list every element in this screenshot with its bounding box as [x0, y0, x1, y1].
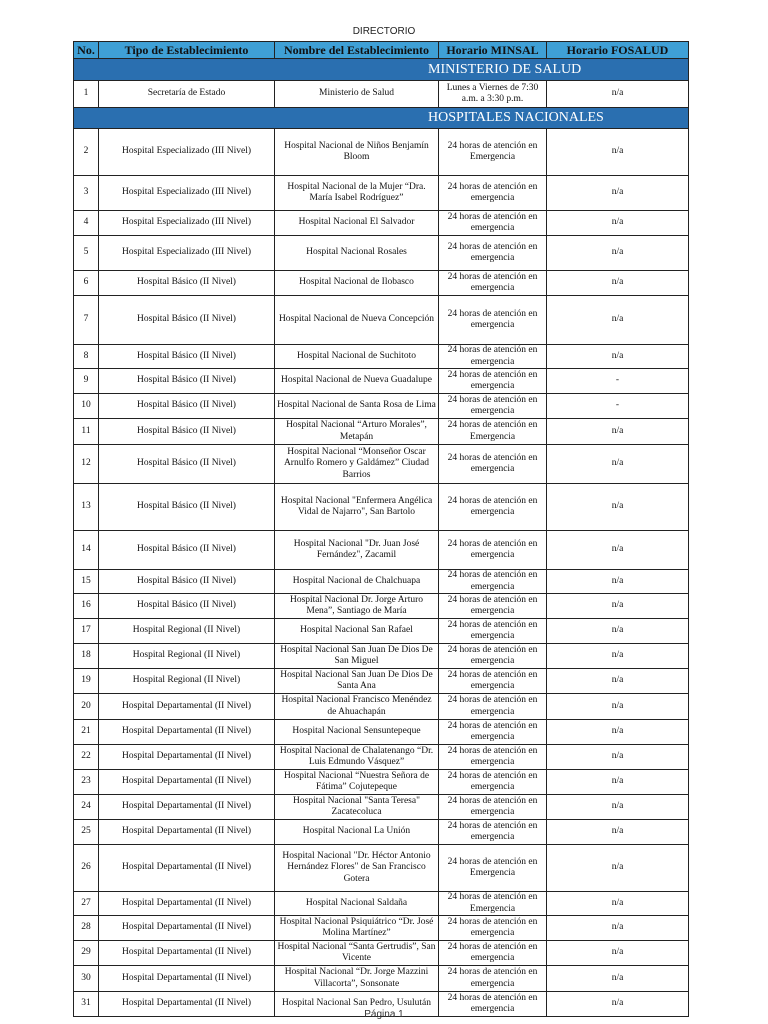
row-number-cell: 28 — [74, 916, 99, 941]
table-row — [74, 966, 689, 992]
establishment-name-cell: Hospital Nacional La Unión — [275, 820, 439, 845]
fosalud-hours-cell: n/a — [547, 296, 689, 345]
row-number-cell: 15 — [74, 570, 99, 594]
minsal-hours-cell: 24 horas de atención en emergencia — [439, 594, 547, 619]
establishment-name-cell: Hospital Nacional “Arturo Morales”, Metapán — [275, 419, 439, 445]
fosalud-hours-cell: n/a — [547, 81, 689, 108]
table-row — [74, 296, 689, 345]
fosalud-hours-cell: n/a — [547, 570, 689, 594]
establishment-type-cell: Hospital Departamental (II Nivel) — [99, 941, 275, 966]
establishment-type-cell: Hospital Básico (II Nivel) — [99, 445, 275, 484]
establishment-name-cell: Hospital Nacional San Juan De Dios De San Miguel — [275, 644, 439, 669]
establishment-type-cell: Hospital Departamental (II Nivel) — [99, 795, 275, 820]
row-number-cell: 3 — [74, 176, 99, 211]
fosalud-hours-cell: n/a — [547, 236, 689, 271]
establishment-type-cell: Hospital Departamental (II Nivel) — [99, 745, 275, 770]
establishment-type-cell: Secretaría de Estado — [99, 81, 275, 108]
table-row — [74, 81, 689, 108]
establishment-name-cell: Hospital Nacional Rosales — [275, 236, 439, 271]
minsal-hours-cell: 24 horas de atención en Emergencia — [439, 892, 547, 916]
row-number-cell: 31 — [74, 992, 99, 1017]
establishment-type-cell: Hospital Departamental (II Nivel) — [99, 820, 275, 845]
section-header-row — [74, 59, 689, 81]
table-row — [74, 570, 689, 594]
minsal-hours-cell: 24 horas de atención en emergencia — [439, 644, 547, 669]
row-number-cell: 21 — [74, 720, 99, 745]
fosalud-hours-cell: n/a — [547, 795, 689, 820]
row-number-cell: 4 — [74, 211, 99, 236]
table-row — [74, 369, 689, 394]
establishment-type-cell: Hospital Especializado (III Nivel) — [99, 129, 275, 176]
minsal-hours-cell: 24 horas de atención en Emergencia — [439, 129, 547, 176]
fosalud-hours-cell: n/a — [547, 820, 689, 845]
table-row — [74, 484, 689, 531]
page-number: Página 1 — [364, 1009, 404, 1020]
fosalud-hours-cell: n/a — [547, 992, 689, 1017]
minsal-hours-cell: 24 horas de atención en emergencia — [439, 570, 547, 594]
establishment-name-cell: Hospital Nacional de Chalchuapa — [275, 570, 439, 594]
establishment-type-cell: Hospital Especializado (III Nivel) — [99, 211, 275, 236]
establishment-name-cell: Hospital Nacional Psiquiátrico “Dr. José Molina Martínez” — [275, 916, 439, 941]
fosalud-hours-cell: n/a — [547, 694, 689, 720]
establishment-name-cell: Hospital Nacional “Dr. Jorge Mazzini Villacorta”, Sonsonate — [275, 966, 439, 992]
row-number-cell: 19 — [74, 669, 99, 694]
establishment-type-cell: Hospital Básico (II Nivel) — [99, 394, 275, 419]
establishment-name-cell: Hospital Nacional "Dr. Héctor Antonio Hernández Flores" de San Francisco Gotera — [275, 845, 439, 892]
establishment-type-cell: Hospital Básico (II Nivel) — [99, 271, 275, 296]
establishment-name-cell: Hospital Nacional de Chalatenango “Dr. Luis Edmundo Vásquez” — [275, 745, 439, 770]
establishment-type-cell: Hospital Regional (II Nivel) — [99, 644, 275, 669]
establishment-name-cell: Hospital Nacional de Santa Rosa de Lima — [275, 394, 439, 419]
fosalud-hours-cell: n/a — [547, 619, 689, 644]
establishment-type-cell: Hospital Departamental (II Nivel) — [99, 992, 275, 1017]
fosalud-hours-cell: n/a — [547, 345, 689, 369]
column-header-no: No. — [74, 42, 99, 59]
table-row — [74, 345, 689, 369]
establishment-type-cell: Hospital Regional (II Nivel) — [99, 619, 275, 644]
establishment-name-cell: Hospital Nacional Sensuntepeque — [275, 720, 439, 745]
establishment-type-cell: Hospital Básico (II Nivel) — [99, 531, 275, 570]
row-number-cell: 1 — [74, 81, 99, 108]
establishment-name-cell: Hospital Nacional de Nueva Guadalupe — [275, 369, 439, 394]
minsal-hours-cell: 24 horas de atención en emergencia — [439, 531, 547, 570]
table-row — [74, 271, 689, 296]
fosalud-hours-cell: n/a — [547, 770, 689, 795]
establishment-name-cell: Hospital Nacional "Enfermera Angélica Vidal de Najarro", San Bartolo — [275, 484, 439, 531]
table-row — [74, 820, 689, 845]
minsal-hours-cell: 24 horas de atención en emergencia — [439, 271, 547, 296]
minsal-hours-cell: 24 horas de atención en emergencia — [439, 745, 547, 770]
minsal-hours-cell: 24 horas de atención en emergencia — [439, 484, 547, 531]
minsal-hours-cell: 24 horas de atención en emergencia — [439, 720, 547, 745]
table-body — [74, 59, 689, 1017]
establishment-name-cell: Hospital Nacional "Santa Teresa" Zacatecoluca — [275, 795, 439, 820]
minsal-hours-cell: 24 horas de atención en emergencia — [439, 916, 547, 941]
establishment-name-cell: Hospital Nacional Saldaña — [275, 892, 439, 916]
minsal-hours-cell: 24 horas de atención en emergencia — [439, 211, 547, 236]
establishment-type-cell: Hospital Departamental (II Nivel) — [99, 770, 275, 795]
establishment-name-cell: Hospital Nacional de Suchitoto — [275, 345, 439, 369]
establishment-type-cell: Hospital Básico (II Nivel) — [99, 296, 275, 345]
row-number-cell: 23 — [74, 770, 99, 795]
row-number-cell: 27 — [74, 892, 99, 916]
establishment-type-cell: Hospital Básico (II Nivel) — [99, 594, 275, 619]
establishment-type-cell: Hospital Básico (II Nivel) — [99, 369, 275, 394]
row-number-cell: 29 — [74, 941, 99, 966]
row-number-cell: 7 — [74, 296, 99, 345]
minsal-hours-cell: 24 horas de atención en emergencia — [439, 669, 547, 694]
table-row — [74, 669, 689, 694]
directory-table — [73, 41, 689, 1017]
establishment-name-cell: Hospital Nacional El Salvador — [275, 211, 439, 236]
row-number-cell: 17 — [74, 619, 99, 644]
minsal-hours-cell: 24 horas de atención en emergencia — [439, 369, 547, 394]
fosalud-hours-cell: - — [547, 394, 689, 419]
establishment-type-cell: Hospital Departamental (II Nivel) — [99, 916, 275, 941]
establishment-name-cell: Ministerio de Salud — [275, 81, 439, 108]
establishment-type-cell: Hospital Básico (II Nivel) — [99, 345, 275, 369]
table-header-row — [74, 42, 689, 59]
fosalud-hours-cell: n/a — [547, 531, 689, 570]
row-number-cell: 12 — [74, 445, 99, 484]
fosalud-hours-cell: n/a — [547, 892, 689, 916]
minsal-hours-cell: 24 horas de atención en emergencia — [439, 236, 547, 271]
establishment-name-cell: Hospital Nacional San Pedro, Usulután — [275, 992, 439, 1017]
minsal-hours-cell: 24 horas de atención en emergencia — [439, 941, 547, 966]
establishment-name-cell: Hospital Nacional de Nueva Concepción — [275, 296, 439, 345]
establishment-type-cell: Hospital Departamental (II Nivel) — [99, 845, 275, 892]
establishment-type-cell: Hospital Departamental (II Nivel) — [99, 694, 275, 720]
minsal-hours-cell: 24 horas de atención en Emergencia — [439, 419, 547, 445]
establishment-type-cell: Hospital Especializado (III Nivel) — [99, 176, 275, 211]
fosalud-hours-cell: n/a — [547, 271, 689, 296]
row-number-cell: 9 — [74, 369, 99, 394]
table-row — [74, 795, 689, 820]
fosalud-hours-cell: n/a — [547, 720, 689, 745]
minsal-hours-cell: 24 horas de atención en emergencia — [439, 820, 547, 845]
minsal-hours-cell: 24 horas de atención en emergencia — [439, 394, 547, 419]
row-number-cell: 2 — [74, 129, 99, 176]
table-row — [74, 694, 689, 720]
fosalud-hours-cell: n/a — [547, 129, 689, 176]
table-row — [74, 445, 689, 484]
establishment-type-cell: Hospital Especializado (III Nivel) — [99, 236, 275, 271]
row-number-cell: 25 — [74, 820, 99, 845]
establishment-type-cell: Hospital Básico (II Nivel) — [99, 484, 275, 531]
row-number-cell: 14 — [74, 531, 99, 570]
establishment-name-cell: Hospital Nacional San Rafael — [275, 619, 439, 644]
minsal-hours-cell: 24 horas de atención en Emergencia — [439, 845, 547, 892]
minsal-hours-cell: 24 horas de atención en emergencia — [439, 296, 547, 345]
minsal-hours-cell: 24 horas de atención en emergencia — [439, 445, 547, 484]
column-header-nombre: Nombre del Establecimiento — [275, 42, 439, 59]
establishment-name-cell: Hospital Nacional de la Mujer “Dra. María Isabel Rodríguez” — [275, 176, 439, 211]
establishment-name-cell: Hospital Nacional de Ilobasco — [275, 271, 439, 296]
table-row — [74, 394, 689, 419]
fosalud-hours-cell: n/a — [547, 916, 689, 941]
row-number-cell: 30 — [74, 966, 99, 992]
row-number-cell: 16 — [74, 594, 99, 619]
column-header-minsal: Horario MINSAL — [439, 42, 547, 59]
establishment-name-cell: Hospital Nacional de Niños Benjamín Bloom — [275, 129, 439, 176]
establishment-name-cell: Hospital Nacional Francisco Menéndez de Ahuachapán — [275, 694, 439, 720]
fosalud-hours-cell: n/a — [547, 484, 689, 531]
table-row — [74, 619, 689, 644]
fosalud-hours-cell: n/a — [547, 845, 689, 892]
fosalud-hours-cell: n/a — [547, 176, 689, 211]
minsal-hours-cell: 24 horas de atención en emergencia — [439, 694, 547, 720]
establishment-type-cell: Hospital Regional (II Nivel) — [99, 669, 275, 694]
fosalud-hours-cell: - — [547, 369, 689, 394]
establishment-name-cell: Hospital Nacional “Nuestra Señora de Fátima” Cojutepeque — [275, 770, 439, 795]
table-row — [74, 916, 689, 941]
row-number-cell: 8 — [74, 345, 99, 369]
fosalud-hours-cell: n/a — [547, 594, 689, 619]
establishment-type-cell: Hospital Departamental (II Nivel) — [99, 966, 275, 992]
fosalud-hours-cell: n/a — [547, 941, 689, 966]
section-header-row — [74, 108, 689, 129]
row-number-cell: 6 — [74, 271, 99, 296]
fosalud-hours-cell: n/a — [547, 211, 689, 236]
row-number-cell: 24 — [74, 795, 99, 820]
establishment-name-cell: Hospital Nacional “Santa Gertrudis”, San Vicente — [275, 941, 439, 966]
table-row — [74, 211, 689, 236]
establishment-name-cell: Hospital Nacional Dr. Jorge Arturo Mena”, Santiago de María — [275, 594, 439, 619]
fosalud-hours-cell: n/a — [547, 445, 689, 484]
table-row — [74, 531, 689, 570]
row-number-cell: 26 — [74, 845, 99, 892]
establishment-name-cell: Hospital Nacional "Dr. Juan José Fernández", Zacamil — [275, 531, 439, 570]
row-number-cell: 13 — [74, 484, 99, 531]
minsal-hours-cell: 24 horas de atención en emergencia — [439, 345, 547, 369]
row-number-cell: 5 — [74, 236, 99, 271]
document-title: DIRECTORIO — [352, 26, 416, 37]
minsal-hours-cell: 24 horas de atención en emergencia — [439, 795, 547, 820]
table-row — [74, 745, 689, 770]
row-number-cell: 20 — [74, 694, 99, 720]
establishment-type-cell: Hospital Básico (II Nivel) — [99, 419, 275, 445]
fosalud-hours-cell: n/a — [547, 644, 689, 669]
minsal-hours-cell: 24 horas de atención en emergencia — [439, 992, 547, 1017]
establishment-type-cell: Hospital Básico (II Nivel) — [99, 570, 275, 594]
minsal-hours-cell: Lunes a Viernes de 7:30 a.m. a 3:30 p.m. — [439, 81, 547, 108]
establishment-type-cell: Hospital Departamental (II Nivel) — [99, 892, 275, 916]
table-row — [74, 770, 689, 795]
fosalud-hours-cell: n/a — [547, 966, 689, 992]
row-number-cell: 18 — [74, 644, 99, 669]
fosalud-hours-cell: n/a — [547, 669, 689, 694]
table-row — [74, 941, 689, 966]
table-row — [74, 176, 689, 211]
row-number-cell: 22 — [74, 745, 99, 770]
table-row — [74, 845, 689, 892]
minsal-hours-cell: 24 horas de atención en emergencia — [439, 770, 547, 795]
table-row — [74, 720, 689, 745]
column-header-fosalud: Horario FOSALUD — [547, 42, 689, 59]
table-row — [74, 419, 689, 445]
fosalud-hours-cell: n/a — [547, 419, 689, 445]
table-row — [74, 129, 689, 176]
establishment-name-cell: Hospital Nacional “Monseñor Oscar Arnulfo Romero y Galdámez” Ciudad Barrios — [275, 445, 439, 484]
minsal-hours-cell: 24 horas de atención en emergencia — [439, 619, 547, 644]
fosalud-hours-cell: n/a — [547, 745, 689, 770]
table-row — [74, 892, 689, 916]
column-header-tipo: Tipo de Establecimiento — [99, 42, 275, 59]
establishment-name-cell: Hospital Nacional San Juan De Dios De Santa Ana — [275, 669, 439, 694]
minsal-hours-cell: 24 horas de atención en emergencia — [439, 966, 547, 992]
section-title: MINISTERIO DE SALUD — [428, 61, 582, 77]
table-row — [74, 644, 689, 669]
row-number-cell: 10 — [74, 394, 99, 419]
minsal-hours-cell: 24 horas de atención en emergencia — [439, 176, 547, 211]
establishment-type-cell: Hospital Departamental (II Nivel) — [99, 720, 275, 745]
table-row — [74, 236, 689, 271]
row-number-cell: 11 — [74, 419, 99, 445]
table-row — [74, 594, 689, 619]
section-title: HOSPITALES NACIONALES — [428, 110, 604, 125]
